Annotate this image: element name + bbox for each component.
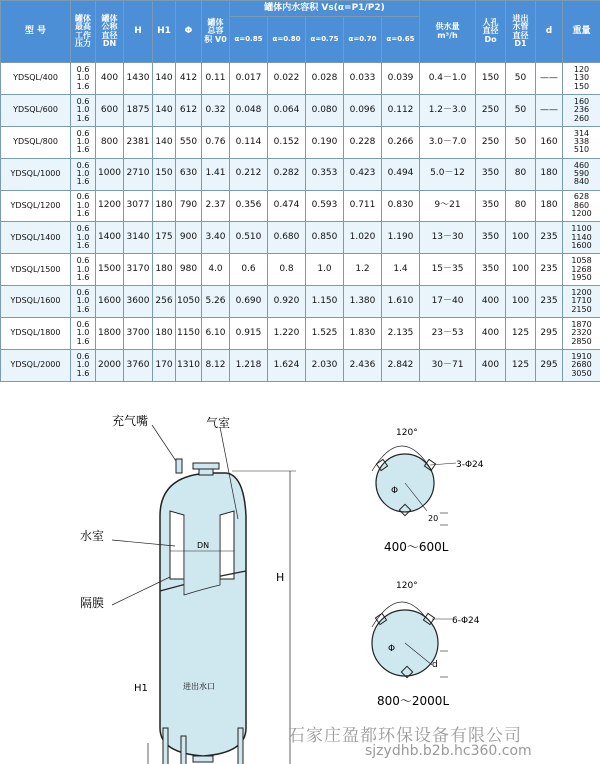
table-row [1,222,600,254]
header-h: H [124,1,153,63]
cell-vs: 1.020 [344,222,382,254]
cell-manhole: 150 [476,63,506,95]
cell-vs: 0.080 [306,94,344,126]
cell-pipe: 50 [506,63,536,95]
cell-manhole: 350 [476,158,506,190]
cell-vs: 0.048 [230,94,268,126]
cell-h: 3170 [124,254,153,286]
cell-pipe: 50 [506,126,536,158]
cell-pressure: 0.6 1.0 1.6 [71,286,96,318]
cell-h: 3140 [124,222,153,254]
cell-h1: 140 [153,63,176,95]
cell-weight: 1200 1710 2150 [563,286,600,318]
cell-weight: 120 130 150 [563,63,600,95]
air-chamber-label: 气室 [206,416,231,430]
cell-vs: 0.593 [306,190,344,222]
cell-model: YDSQL/1500 [1,254,71,286]
cell-vs: 0.850 [306,222,344,254]
cell-h: 3760 [124,350,153,382]
header-weight: 重量 [563,1,600,63]
header-alpha: α=0.70 [344,17,382,63]
cell-manhole: 350 [476,254,506,286]
cell-phi: 550 [176,126,202,158]
h-label: H [276,571,285,584]
small-dim-label: 20 [428,514,439,523]
cell-pipe: 50 [506,94,536,126]
diaphragm-label: 隔膜 [80,596,105,610]
table-row [1,126,600,158]
cell-vs: 0.033 [344,63,382,95]
cell-dn: 1200 [96,190,124,222]
cell-manhole: 250 [476,126,506,158]
large-dim-label: d [432,660,438,670]
cell-phi: 900 [176,222,202,254]
table-row [1,254,600,286]
cell-phi: 980 [176,254,202,286]
cell-d: 235 [536,254,563,286]
diaphragm-left [170,511,184,579]
small-angle-label: 120° [396,428,418,438]
header-model: 型 号 [1,1,71,63]
cell-phi: 1310 [176,350,202,382]
cell-weight: 160 236 260 [563,94,600,126]
cell-d: 235 [536,286,563,318]
cell-phi: 612 [176,94,202,126]
header-alpha: α=0.80 [268,17,306,63]
cell-v0: 8.12 [202,350,230,382]
cell-h1: 180 [153,318,176,350]
cell-h1: 170 [153,350,176,382]
header-v0: 罐体 总容 积 V0 [202,1,230,63]
cell-h1: 140 [153,126,176,158]
cell-dn: 1800 [96,318,124,350]
cell-weight: 1058 1268 1950 [563,254,600,286]
cell-d: 180 [536,158,563,190]
header-h1: H1 [153,1,176,63]
cell-flow: 9～21 [420,190,476,222]
cell-vs: 0.017 [230,63,268,95]
inflate-nozzle [176,459,182,473]
cell-vs: 1.525 [306,318,344,350]
cell-dn: 1000 [96,158,124,190]
cell-vs: 0.423 [344,158,382,190]
cell-vs: 0.022 [268,63,306,95]
cell-vs: 1.610 [382,286,420,318]
table-row [1,286,600,318]
table-header [1,1,600,63]
cell-vs: 2.436 [344,350,382,382]
cell-pressure: 0.6 1.0 1.6 [71,254,96,286]
cell-weight: 460 590 840 [563,158,600,190]
cell-weight: 1870 2320 2850 [563,318,600,350]
cell-vs: 0.711 [344,190,382,222]
cell-model: YDSQL/1200 [1,190,71,222]
cell-vs: 0.830 [382,190,420,222]
cell-manhole: 350 [476,222,506,254]
cell-d: 295 [536,318,563,350]
cell-manhole: 250 [476,94,506,126]
cell-pipe: 80 [506,158,536,190]
cell-pressure: 0.6 1.0 1.6 [71,350,96,382]
header-pipe: 进出 水管 直径 D1 [506,1,536,63]
cell-vs: 1.0 [306,254,344,286]
cell-vs: 0.8 [268,254,306,286]
cell-v0: 0.11 [202,63,230,95]
cell-dn: 1400 [96,222,124,254]
small-caption: 400～600L [384,540,449,554]
cell-manhole: 400 [476,286,506,318]
cell-d: 235 [536,222,563,254]
cell-dn: 800 [96,126,124,158]
cell-h1: 180 [153,190,176,222]
cell-dn: 1600 [96,286,124,318]
cell-vs: 0.494 [382,158,420,190]
cell-pipe: 100 [506,254,536,286]
header-flow: 供水量 m³/h [420,1,476,63]
cell-vs: 1.4 [382,254,420,286]
cell-flow: 13－30 [420,222,476,254]
dn-label: DN [197,541,210,550]
company-name: 石家庄盈都环保设备有限公司 [288,726,522,746]
cell-vs: 0.356 [230,190,268,222]
cell-pressure: 0.6 1.0 1.6 [71,126,96,158]
cell-model: YDSQL/800 [1,126,71,158]
table-row [1,94,600,126]
cell-vs: 0.212 [230,158,268,190]
header-d: d [536,1,563,63]
large-phi-label: Φ [388,644,396,654]
cell-vs: 0.112 [382,94,420,126]
cell-vs: 1.190 [382,222,420,254]
cell-d: —— [536,63,563,95]
cell-flow: 30－71 [420,350,476,382]
header-alpha: α=0.85 [230,17,268,63]
cell-flow: 3.0－7.0 [420,126,476,158]
cell-flow: 0.4－1.0 [420,63,476,95]
large-holes-label: 6-Φ24 [452,616,480,626]
cell-h: 1875 [124,94,153,126]
cell-flow: 17－40 [420,286,476,318]
cell-model: YDSQL/2000 [1,350,71,382]
outlet-label: 进出水口 [183,682,215,691]
cell-vs: 0.920 [268,286,306,318]
cell-vs: 1.624 [268,350,306,382]
cell-phi: 1050 [176,286,202,318]
cell-flow: 5.0－12 [420,158,476,190]
cell-dn: 1500 [96,254,124,286]
cell-h: 2710 [124,158,153,190]
diaphragm-right [220,511,234,579]
cell-manhole: 400 [476,318,506,350]
header-alpha: α=0.75 [306,17,344,63]
header-vs: 罐体内水容积 Vs(α=P1/P2) [230,1,420,17]
cell-vs: 0.474 [268,190,306,222]
company-url: sjzydhb.b2b.hc360.com [365,743,532,759]
cell-vs: 1.150 [306,286,344,318]
cell-pressure: 0.6 1.0 1.6 [71,190,96,222]
cell-vs: 0.114 [230,126,268,158]
header-pressure: 罐体 最高 工作 压力 [71,1,96,63]
cell-vs: 2.842 [382,350,420,382]
cell-h: 3700 [124,318,153,350]
table-row [1,190,600,222]
cell-vs: 1.380 [344,286,382,318]
water-chamber-label: 水室 [80,529,105,543]
cell-weight: 1910 2680 3050 [563,350,600,382]
cell-vs: 0.190 [306,126,344,158]
header-alpha: α=0.65 [382,17,420,63]
cell-flow: 1.2－3.0 [420,94,476,126]
cell-phi: 630 [176,158,202,190]
cell-pipe: 100 [506,222,536,254]
cell-h: 1430 [124,63,153,95]
cell-phi: 412 [176,63,202,95]
base-view-small [372,428,484,554]
cell-model: YDSQL/400 [1,63,71,95]
small-holes-label: 3-Φ24 [456,460,484,470]
h1-label: H1 [134,683,148,694]
cell-vs: 1.830 [344,318,382,350]
cell-pressure: 0.6 1.0 1.6 [71,318,96,350]
table-row [1,63,600,95]
cell-v0: 2.37 [202,190,230,222]
large-caption: 800～2000L [377,694,450,708]
cell-v0: 0.32 [202,94,230,126]
cell-vs: 0.266 [382,126,420,158]
cell-vs: 0.353 [306,158,344,190]
cell-manhole: 400 [476,350,506,382]
cell-vs: 2.030 [306,350,344,382]
cell-h1: 140 [153,94,176,126]
header-dn: 罐体 公称 直径 DN [96,1,124,63]
cell-flow: 15－35 [420,254,476,286]
cell-h: 3077 [124,190,153,222]
cell-vs: 0.282 [268,158,306,190]
header-phi: Φ [176,1,202,63]
cell-h1: 175 [153,222,176,254]
cell-vs: 0.228 [344,126,382,158]
cell-v0: 4.0 [202,254,230,286]
cell-h1: 256 [153,286,176,318]
cell-h: 2381 [124,126,153,158]
cell-pressure: 0.6 1.0 1.6 [71,94,96,126]
inflate-label: 充气嘴 [112,414,149,428]
cell-v0: 1.41 [202,158,230,190]
base-view-large [372,581,480,708]
cell-h: 3600 [124,286,153,318]
cell-d: —— [536,94,563,126]
cell-model: YDSQL/1000 [1,158,71,190]
cell-phi: 1150 [176,318,202,350]
cell-model: YDSQL/600 [1,94,71,126]
table-body [1,63,600,382]
cell-pipe: 125 [506,350,536,382]
header-manhole: 人孔 直径 Do [476,1,506,63]
cell-pressure: 0.6 1.0 1.6 [71,222,96,254]
cell-vs: 1.220 [268,318,306,350]
cell-d: 180 [536,190,563,222]
cell-vs: 2.135 [382,318,420,350]
cell-v0: 6.10 [202,318,230,350]
cell-flow: 23－53 [420,318,476,350]
cell-dn: 400 [96,63,124,95]
cell-manhole: 350 [476,190,506,222]
cell-vs: 0.690 [230,286,268,318]
cell-model: YDSQL/1800 [1,318,71,350]
cell-vs: 0.915 [230,318,268,350]
cell-pipe: 80 [506,190,536,222]
cell-vs: 0.152 [268,126,306,158]
cell-v0: 0.76 [202,126,230,158]
cell-weight: 1100 1140 1600 [563,222,600,254]
cell-vs: 0.028 [306,63,344,95]
table-row [1,158,600,190]
cell-dn: 2000 [96,350,124,382]
tank-drawing [80,413,296,764]
cell-v0: 5.26 [202,286,230,318]
cell-vs: 0.510 [230,222,268,254]
cell-pressure: 0.6 1.0 1.6 [71,63,96,95]
cell-h1: 150 [153,158,176,190]
cell-vs: 0.064 [268,94,306,126]
table-row [1,350,600,382]
table-row [1,318,600,350]
cell-vs: 1.2 [344,254,382,286]
cell-weight: 314 338 510 [563,126,600,158]
tank-diagram [0,381,600,764]
cell-weight: 628 860 1200 [563,190,600,222]
cell-dn: 600 [96,94,124,126]
cell-vs: 0.096 [344,94,382,126]
small-phi-label: Φ [391,486,399,496]
cell-model: YDSQL/1400 [1,222,71,254]
cell-vs: 0.039 [382,63,420,95]
cell-pipe: 125 [506,318,536,350]
cell-model: YDSQL/1600 [1,286,71,318]
large-angle-label: 120° [396,581,418,591]
cell-pipe: 100 [506,286,536,318]
cell-pressure: 0.6 1.0 1.6 [71,158,96,190]
cell-vs: 1.218 [230,350,268,382]
cell-d: 295 [536,350,563,382]
cell-vs: 0.6 [230,254,268,286]
cell-h1: 180 [153,254,176,286]
cell-v0: 3.40 [202,222,230,254]
cell-phi: 790 [176,190,202,222]
cell-d: 160 [536,126,563,158]
cell-vs: 0.680 [268,222,306,254]
